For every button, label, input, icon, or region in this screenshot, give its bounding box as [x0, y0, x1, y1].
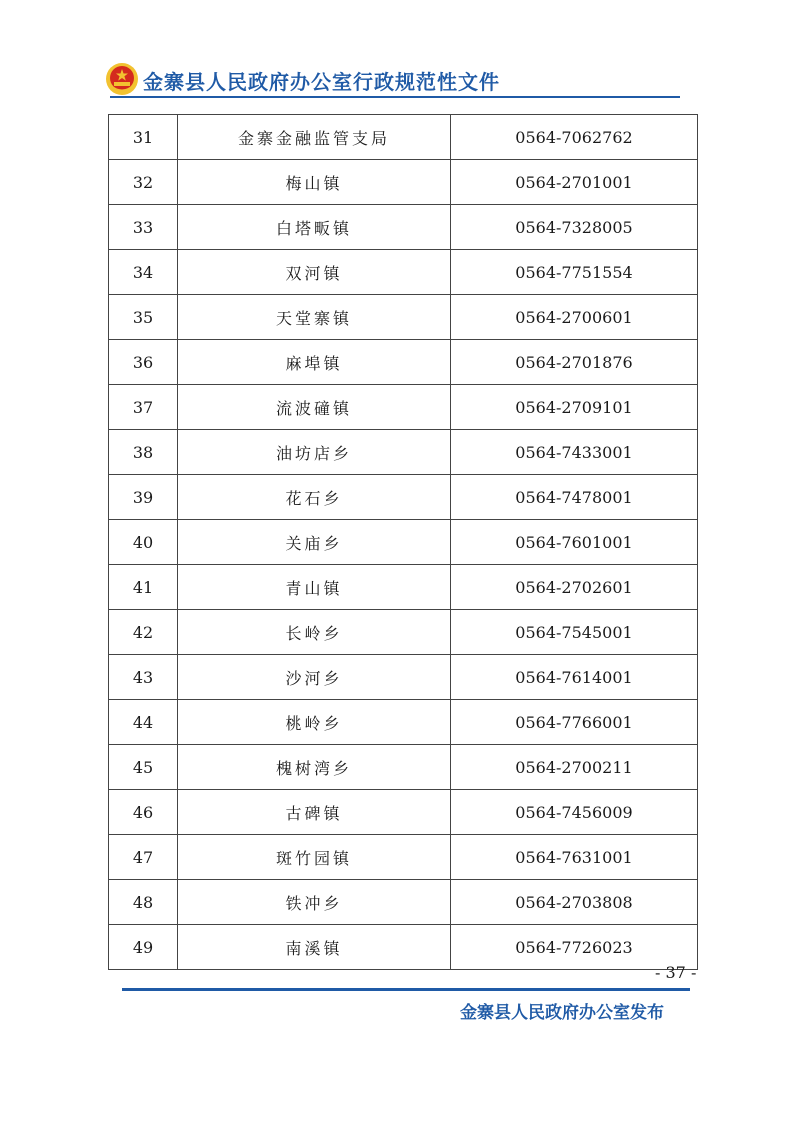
table-row	[109, 835, 698, 880]
table-row	[109, 520, 698, 565]
unit-name: 青山镇	[178, 565, 451, 610]
row-number: 35	[109, 295, 178, 340]
phone-number: 0564-7631001	[451, 835, 698, 880]
row-number: 46	[109, 790, 178, 835]
row-number: 40	[109, 520, 178, 565]
table-body	[109, 115, 698, 970]
header-title: 金寨县人民政府办公室行政规范性文件	[143, 70, 500, 94]
phone-number: 0564-7751554	[451, 250, 698, 295]
unit-name: 花石乡	[178, 475, 451, 520]
phone-number: 0564-7726023	[451, 925, 698, 970]
table-row	[109, 745, 698, 790]
row-number: 36	[109, 340, 178, 385]
unit-name: 天堂寨镇	[178, 295, 451, 340]
unit-name: 梅山镇	[178, 160, 451, 205]
phone-number: 0564-7545001	[451, 610, 698, 655]
row-number: 45	[109, 745, 178, 790]
table-row	[109, 925, 698, 970]
table-row	[109, 610, 698, 655]
unit-name: 南溪镇	[178, 925, 451, 970]
unit-name: 槐树湾乡	[178, 745, 451, 790]
phone-number: 0564-2701001	[451, 160, 698, 205]
contact-table	[108, 114, 698, 970]
row-number: 48	[109, 880, 178, 925]
unit-name: 斑竹园镇	[178, 835, 451, 880]
table-row	[109, 115, 698, 160]
phone-number: 0564-7478001	[451, 475, 698, 520]
row-number: 49	[109, 925, 178, 970]
table-row	[109, 295, 698, 340]
table-row	[109, 475, 698, 520]
unit-name: 桃岭乡	[178, 700, 451, 745]
phone-number: 0564-7062762	[451, 115, 698, 160]
unit-name: 双河镇	[178, 250, 451, 295]
unit-name: 金寨金融监管支局	[178, 115, 451, 160]
unit-name: 铁冲乡	[178, 880, 451, 925]
phone-number: 0564-7456009	[451, 790, 698, 835]
table-row	[109, 430, 698, 475]
phone-number: 0564-2700601	[451, 295, 698, 340]
table-row	[109, 160, 698, 205]
table-row	[109, 655, 698, 700]
row-number: 38	[109, 430, 178, 475]
table-row	[109, 340, 698, 385]
header-divider	[110, 96, 680, 98]
unit-name: 流波䃥镇	[178, 385, 451, 430]
unit-name: 油坊店乡	[178, 430, 451, 475]
row-number: 44	[109, 700, 178, 745]
table-row	[109, 790, 698, 835]
table-row	[109, 565, 698, 610]
row-number: 42	[109, 610, 178, 655]
phone-number: 0564-2700211	[451, 745, 698, 790]
phone-number: 0564-7328005	[451, 205, 698, 250]
phone-number: 0564-2701876	[451, 340, 698, 385]
table-row	[109, 700, 698, 745]
row-number: 33	[109, 205, 178, 250]
footer-divider	[122, 988, 690, 991]
unit-name: 沙河乡	[178, 655, 451, 700]
unit-name: 白塔畈镇	[178, 205, 451, 250]
unit-name: 麻埠镇	[178, 340, 451, 385]
phone-number: 0564-2709101	[451, 385, 698, 430]
phone-number: 0564-2702601	[451, 565, 698, 610]
row-number: 37	[109, 385, 178, 430]
row-number: 41	[109, 565, 178, 610]
footer-publisher: 金寨县人民政府办公室发布	[460, 1003, 664, 1023]
phone-number: 0564-7601001	[451, 520, 698, 565]
row-number: 34	[109, 250, 178, 295]
table-row	[109, 250, 698, 295]
unit-name: 古碑镇	[178, 790, 451, 835]
phone-number: 0564-2703808	[451, 880, 698, 925]
table-row	[109, 385, 698, 430]
phone-number: 0564-7766001	[451, 700, 698, 745]
phone-number: 0564-7614001	[451, 655, 698, 700]
row-number: 43	[109, 655, 178, 700]
table-row	[109, 880, 698, 925]
national-emblem-icon	[105, 62, 139, 96]
row-number: 32	[109, 160, 178, 205]
row-number: 47	[109, 835, 178, 880]
row-number: 39	[109, 475, 178, 520]
table-row	[109, 205, 698, 250]
page-number: - 37 -	[655, 963, 697, 982]
unit-name: 关庙乡	[178, 520, 451, 565]
phone-number: 0564-7433001	[451, 430, 698, 475]
unit-name: 长岭乡	[178, 610, 451, 655]
row-number: 31	[109, 115, 178, 160]
